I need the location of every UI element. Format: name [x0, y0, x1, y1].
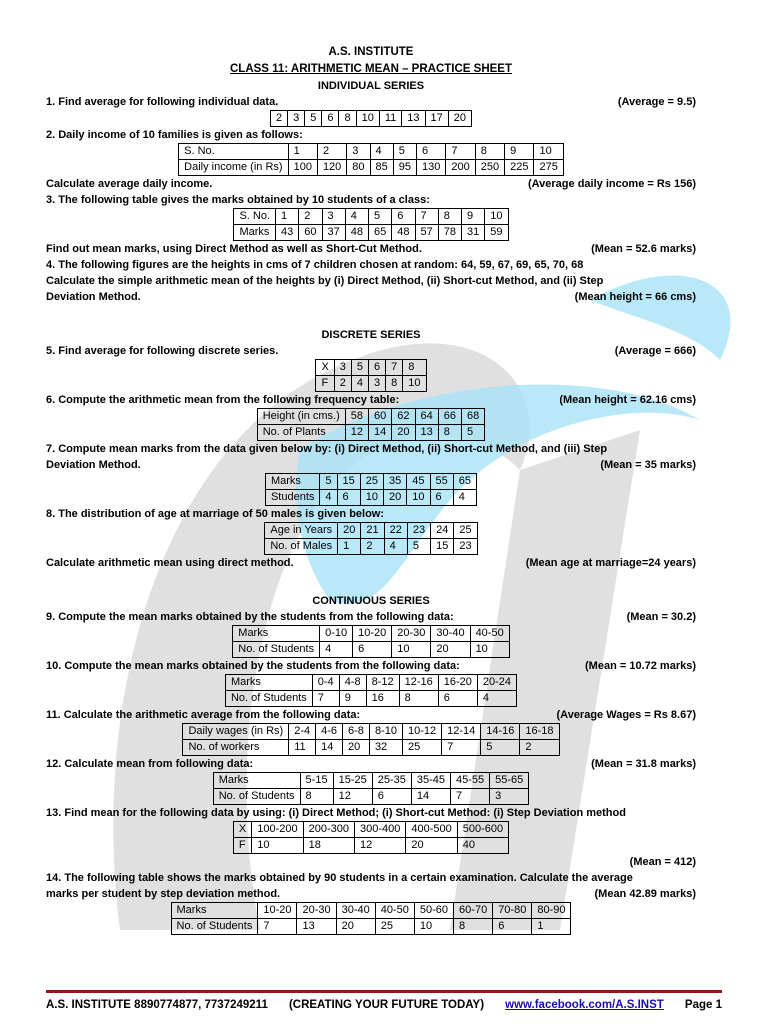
table-row-header: No. of workers	[183, 740, 289, 756]
table-cell: 55-65	[490, 773, 529, 789]
table-cell: 2-4	[289, 724, 316, 740]
table-cell: 8-10	[369, 724, 402, 740]
answer: (Mean = 31.8 marks)	[591, 758, 696, 770]
table-row-header: Age in Years	[265, 523, 338, 539]
table-cell: 68	[462, 409, 485, 425]
question-text: marks per student by step deviation method.	[46, 888, 281, 900]
table-cell: 3	[347, 144, 370, 160]
footer-contact: A.S. INSTITUTE 8890774877, 7737249211	[46, 999, 268, 1011]
table-cell: 10-12	[402, 724, 441, 740]
table-cell: 6-8	[343, 724, 370, 740]
section-discrete: DISCRETE SERIES	[321, 329, 421, 341]
table-cell: 2	[317, 144, 346, 160]
table-cell: 8	[399, 691, 438, 707]
data-table-q10	[225, 674, 517, 707]
question-14-line-1: 14. The following table shows the marks obtained by 90 students in a certain examination. Calculate the average	[46, 872, 633, 884]
table-row	[233, 626, 509, 642]
answer: (Mean = 52.6 marks)	[591, 243, 696, 255]
table-cell: 40-50	[470, 626, 509, 642]
table-cell: 6	[438, 691, 477, 707]
answer: (Mean age at marriage=24 years)	[525, 557, 696, 569]
table-cell: 37	[322, 225, 345, 241]
table-cell: 80	[347, 160, 370, 176]
table-cell: 60-70	[454, 903, 493, 919]
question-text: 6. Compute the arithmetic mean from the following frequency table:	[46, 394, 400, 406]
table-cell: 6	[369, 360, 386, 376]
table-row-header: F	[233, 838, 251, 854]
question-text: Find out mean marks, using Direct Method as well as Short-Cut Method.	[46, 243, 422, 255]
table-cell: 200	[446, 160, 475, 176]
table-cell: 20-24	[477, 675, 516, 691]
table-row-header: Daily wages (in Rs)	[183, 724, 289, 740]
table-cell: 20	[431, 642, 470, 658]
table-cell: 59	[485, 225, 508, 241]
table-cell: 5	[462, 425, 485, 441]
table-cell: 100-200	[252, 822, 303, 838]
table-cell: 20	[448, 111, 471, 127]
table-cell: 3	[334, 360, 351, 376]
table-row-header: Daily income (in Rs)	[179, 160, 288, 176]
table-cell: 5	[393, 144, 416, 160]
table-cell: 10	[534, 144, 563, 160]
table-cell: 60	[299, 225, 322, 241]
data-table-q9	[232, 625, 509, 658]
answer: (Mean 42.89 marks)	[594, 888, 696, 900]
table-cell: 8	[438, 209, 461, 225]
table-cell: 21	[361, 523, 384, 539]
question-text: 10. Compute the mean marks obtained by the students from the following data:	[46, 660, 460, 672]
table-cell: 7	[386, 360, 403, 376]
section-continuous: CONTINUOUS SERIES	[312, 595, 430, 607]
table-row	[233, 642, 509, 658]
data-table-q12	[213, 772, 530, 805]
table-cell: 10	[485, 209, 508, 225]
table-cell: 10-20	[353, 626, 392, 642]
table-cell: 7	[258, 919, 297, 935]
question-text: Deviation Method.	[46, 459, 141, 471]
table-cell: 16-20	[438, 675, 477, 691]
table-cell: 10	[360, 490, 383, 506]
table-row-header: X	[316, 360, 334, 376]
table-cell: 10	[392, 642, 431, 658]
question-text: 5. Find average for following discrete series.	[46, 345, 279, 357]
table-cell: 20	[336, 919, 375, 935]
table-cell: 14	[411, 789, 450, 805]
question-4-line-1: 4. The following figures are the heights in cms of 7 children chosen at random: 64, 59, 67, 69, 65, 70, 68	[46, 259, 584, 271]
table-cell: 7	[451, 789, 490, 805]
table-cell: 13	[415, 425, 438, 441]
table-cell: 14	[316, 740, 343, 756]
table-cell: 4	[320, 490, 337, 506]
table-cell: 6	[337, 490, 360, 506]
table-row-header: No. of Students	[171, 919, 258, 935]
table-cell: 5	[305, 111, 322, 127]
question-3: 3. The following table gives the marks obtained by 10 students of a class:	[46, 194, 430, 206]
table-cell: 45-55	[451, 773, 490, 789]
table-row	[265, 523, 477, 539]
table-cell: 5	[369, 209, 392, 225]
table-row	[257, 425, 485, 441]
table-row	[265, 490, 476, 506]
table-cell: 20-30	[297, 903, 336, 919]
table-row-header: X	[233, 822, 251, 838]
table-row	[171, 919, 571, 935]
answer: (Mean = 35 marks)	[600, 459, 696, 471]
table-cell: 12	[333, 789, 372, 805]
table-cell: 100	[288, 160, 317, 176]
table-cell: 24	[431, 523, 454, 539]
footer-slogan: (CREATING YOUR FUTURE TODAY)	[288, 999, 485, 1011]
question-9	[46, 609, 696, 625]
table-row-header: 2	[270, 111, 287, 127]
question-14-line-2	[46, 886, 696, 902]
question-3-footer	[46, 241, 696, 257]
table-cell: 12	[345, 425, 368, 441]
footer-page-number: Page 1	[684, 999, 722, 1011]
table-cell: 4	[345, 209, 368, 225]
question-4-footer	[46, 289, 696, 305]
table-cell: 25	[402, 740, 441, 756]
table-cell: 5	[407, 539, 430, 555]
table-cell: 9	[339, 691, 366, 707]
data-table-q11	[182, 723, 559, 756]
table-cell: 40	[457, 838, 508, 854]
table-cell: 12-16	[399, 675, 438, 691]
answer: (Mean height = 62.16 cms)	[559, 394, 696, 406]
table-row-header: Marks	[171, 903, 258, 919]
table-row-header: No. of Plants	[257, 425, 345, 441]
section-individual: INDIVIDUAL SERIES	[317, 80, 425, 92]
practice-sheet	[46, 44, 696, 935]
table-cell: 15-25	[333, 773, 372, 789]
table-cell: 55	[430, 474, 453, 490]
table-cell: 35-45	[411, 773, 450, 789]
institute-title: A.S. INSTITUTE	[328, 46, 414, 58]
table-cell: 17	[425, 111, 448, 127]
table-cell: 400-500	[406, 822, 457, 838]
data-table-q5	[315, 359, 426, 392]
table-cell: 1	[276, 209, 299, 225]
table-cell: 95	[393, 160, 416, 176]
table-cell: 6	[322, 111, 339, 127]
table-cell: 32	[369, 740, 402, 756]
question-13: 13. Find mean for the following data by using: (i) Direct Method; (i) Short-cut Method: (i) Step Deviation method	[46, 807, 626, 819]
table-cell: 57	[415, 225, 438, 241]
table-cell: 20-30	[392, 626, 431, 642]
table-row	[233, 838, 508, 854]
table-row	[234, 209, 508, 225]
table-cell: 50-60	[414, 903, 453, 919]
data-table-q14	[171, 902, 572, 935]
table-row	[213, 789, 529, 805]
table-row-header: No. of Males	[265, 539, 338, 555]
table-cell: 22	[384, 523, 407, 539]
data-table-q2	[178, 143, 564, 176]
table-cell: 6	[430, 490, 453, 506]
table-cell: 70-80	[493, 903, 532, 919]
table-row	[225, 675, 516, 691]
table-cell: 25-35	[372, 773, 411, 789]
table-cell: 4-8	[339, 675, 366, 691]
question-8-footer	[46, 555, 696, 571]
table-cell: 2	[334, 376, 351, 392]
table-cell: 23	[454, 539, 477, 555]
table-cell: 62	[392, 409, 415, 425]
table-cell: 6	[372, 789, 411, 805]
table-cell: 10	[414, 919, 453, 935]
table-cell: 30-40	[431, 626, 470, 642]
table-cell: 9	[505, 144, 534, 160]
table-row	[171, 903, 571, 919]
answer: (Average daily income = Rs 156)	[527, 178, 696, 190]
table-cell: 8	[454, 919, 493, 935]
table-cell: 15	[431, 539, 454, 555]
question-5	[46, 343, 696, 359]
table-row	[183, 724, 559, 740]
question-text: 11. Calculate the arithmetic average from the following data:	[46, 709, 361, 721]
table-cell: 7	[446, 144, 475, 160]
table-row	[316, 360, 426, 376]
table-cell: 64	[415, 409, 438, 425]
table-cell: 10	[252, 838, 303, 854]
table-cell: 23	[407, 523, 430, 539]
table-cell: 4	[370, 144, 393, 160]
table-cell: 20	[338, 523, 361, 539]
table-cell: 20	[384, 490, 407, 506]
table-cell: 1	[288, 144, 317, 160]
question-1	[46, 94, 696, 110]
page-footer	[46, 990, 722, 1011]
table-row-header: Height (in cms.)	[257, 409, 345, 425]
table-row-header: No. of Students	[233, 642, 320, 658]
table-cell: 12	[354, 838, 405, 854]
table-row-header: F	[316, 376, 334, 392]
table-cell: 4-6	[316, 724, 343, 740]
table-row	[179, 160, 564, 176]
table-cell: 43	[276, 225, 299, 241]
question-13-answer: (Mean = 412)	[629, 856, 696, 868]
table-cell: 8	[300, 789, 333, 805]
question-2: 2. Daily income of 10 families is given as follows:	[46, 129, 303, 141]
table-cell: 16	[366, 691, 399, 707]
table-cell: 500-600	[457, 822, 508, 838]
table-cell: 4	[384, 539, 407, 555]
table-row-header: Marks	[234, 225, 276, 241]
question-6	[46, 392, 696, 408]
table-row	[316, 376, 426, 392]
table-row-header: S. No.	[234, 209, 276, 225]
answer: (Average = 666)	[614, 345, 696, 357]
question-text: Calculate arithmetic mean using direct method.	[46, 557, 294, 569]
table-row-header: Marks	[225, 675, 312, 691]
table-cell: 65	[369, 225, 392, 241]
table-cell: 15	[337, 474, 360, 490]
table-cell: 8	[475, 144, 504, 160]
table-cell: 6	[493, 919, 532, 935]
table-cell: 2	[299, 209, 322, 225]
table-row	[257, 409, 485, 425]
table-cell: 8	[403, 360, 426, 376]
question-12	[46, 756, 696, 772]
table-row-header: No. of Students	[213, 789, 300, 805]
table-cell: 275	[534, 160, 563, 176]
table-cell: 12-14	[442, 724, 481, 740]
data-table-q1	[270, 110, 472, 127]
table-cell: 20	[392, 425, 415, 441]
table-cell: 4	[453, 490, 476, 506]
question-2-footer	[46, 176, 696, 192]
question-text: 9. Compute the mean marks obtained by the students from the following data:	[46, 611, 454, 623]
table-cell: 4	[351, 376, 368, 392]
question-10	[46, 658, 696, 674]
table-cell: 9	[462, 209, 485, 225]
table-cell: 60	[369, 409, 392, 425]
question-4-line-2: Calculate the simple arithmetic mean of the heights by (i) Direct Method, (ii) Short-cut Method, and (ii) Step	[46, 275, 604, 287]
table-cell: 8	[386, 376, 403, 392]
table-cell: 31	[462, 225, 485, 241]
table-cell: 8-12	[366, 675, 399, 691]
table-cell: 10	[407, 490, 430, 506]
table-cell: 30-40	[336, 903, 375, 919]
table-cell: 85	[370, 160, 393, 176]
table-cell: 200-300	[303, 822, 354, 838]
table-cell: 4	[477, 691, 516, 707]
table-cell: 3	[322, 209, 345, 225]
table-cell: 5	[320, 474, 337, 490]
answer: (Average Wages = Rs 8.67)	[556, 709, 696, 721]
table-cell: 250	[475, 160, 504, 176]
table-cell: 6	[392, 209, 415, 225]
table-row	[213, 773, 529, 789]
table-cell: 40-50	[375, 903, 414, 919]
question-7-line-1: 7. Compute mean marks from the data given below by: (i) Direct Method, (ii) Short-cut Method, and (iii) Step	[46, 443, 608, 455]
table-cell: 35	[384, 474, 407, 490]
data-table-q6	[257, 408, 486, 441]
table-cell: 1	[338, 539, 361, 555]
answer: (Mean = 10.72 marks)	[585, 660, 696, 672]
table-cell: 48	[392, 225, 415, 241]
table-row-header: S. No.	[179, 144, 288, 160]
table-cell: 2	[520, 740, 559, 756]
table-cell: 10-20	[258, 903, 297, 919]
table-cell: 5	[481, 740, 520, 756]
table-cell: 14-16	[481, 724, 520, 740]
data-table-q3	[233, 208, 508, 241]
table-cell: 18	[303, 838, 354, 854]
table-cell: 6	[417, 144, 446, 160]
table-cell: 130	[417, 160, 446, 176]
table-cell: 5	[351, 360, 368, 376]
table-cell: 45	[407, 474, 430, 490]
table-row	[183, 740, 559, 756]
table-cell: 2	[361, 539, 384, 555]
question-text: Calculate average daily income.	[46, 178, 213, 190]
question-text: Deviation Method.	[46, 291, 141, 303]
answer: (Mean = 30.2)	[626, 611, 696, 623]
table-cell: 80-90	[532, 903, 571, 919]
table-cell: 4	[320, 642, 353, 658]
data-table-q7	[265, 473, 477, 506]
table-row	[233, 822, 508, 838]
table-cell: 14	[369, 425, 392, 441]
table-cell: 20	[343, 740, 370, 756]
answer: (Mean height = 66 cms)	[574, 291, 696, 303]
table-cell: 11	[379, 111, 401, 127]
table-cell: 13	[402, 111, 425, 127]
question-text: 12. Calculate mean from following data:	[46, 758, 254, 770]
footer-facebook-link[interactable]: www.facebook.com/A.S.INST	[505, 999, 664, 1011]
question-11	[46, 707, 696, 723]
table-cell: 10	[470, 642, 509, 658]
question-7-line-2	[46, 457, 696, 473]
answer: (Average = 9.5)	[617, 96, 696, 108]
table-cell: 225	[505, 160, 534, 176]
table-row	[179, 144, 564, 160]
question-text: 1. Find average for following individual data.	[46, 96, 279, 108]
table-cell: 66	[438, 409, 461, 425]
table-row	[270, 111, 471, 127]
table-cell: 300-400	[354, 822, 405, 838]
table-cell: 48	[345, 225, 368, 241]
table-row-header: Students	[265, 490, 319, 506]
data-table-q13	[233, 821, 509, 854]
table-cell: 8	[339, 111, 356, 127]
table-cell: 8	[438, 425, 461, 441]
table-cell: 10	[356, 111, 379, 127]
question-8: 8. The distribution of age at marriage of 50 males is given below:	[46, 508, 385, 520]
table-cell: 3	[288, 111, 305, 127]
table-cell: 6	[353, 642, 392, 658]
data-table-q8	[264, 522, 477, 555]
table-row-header: Marks	[213, 773, 300, 789]
table-cell: 25	[375, 919, 414, 935]
table-cell: 58	[345, 409, 368, 425]
table-row	[265, 539, 477, 555]
table-cell: 7	[415, 209, 438, 225]
table-cell: 11	[289, 740, 316, 756]
table-row-header: Marks	[265, 474, 319, 490]
table-cell: 3	[490, 789, 529, 805]
table-cell: 5-15	[300, 773, 333, 789]
table-cell: 25	[360, 474, 383, 490]
table-cell: 120	[317, 160, 346, 176]
table-cell: 10	[403, 376, 426, 392]
table-cell: 7	[442, 740, 481, 756]
table-row	[225, 691, 516, 707]
sheet-title: CLASS 11: ARITHMETIC MEAN – PRACTICE SHEET	[230, 63, 512, 75]
table-cell: 65	[453, 474, 476, 490]
table-cell: 16-18	[520, 724, 559, 740]
table-cell: 7	[312, 691, 339, 707]
table-cell: 20	[406, 838, 457, 854]
table-cell: 13	[297, 919, 336, 935]
table-row-header: No. of Students	[225, 691, 312, 707]
table-cell: 78	[438, 225, 461, 241]
table-cell: 3	[369, 376, 386, 392]
table-row	[265, 474, 476, 490]
table-row-header: Marks	[233, 626, 320, 642]
table-row	[234, 225, 508, 241]
table-cell: 0-10	[320, 626, 353, 642]
table-cell: 25	[454, 523, 477, 539]
table-cell: 1	[532, 919, 571, 935]
table-cell: 0-4	[312, 675, 339, 691]
